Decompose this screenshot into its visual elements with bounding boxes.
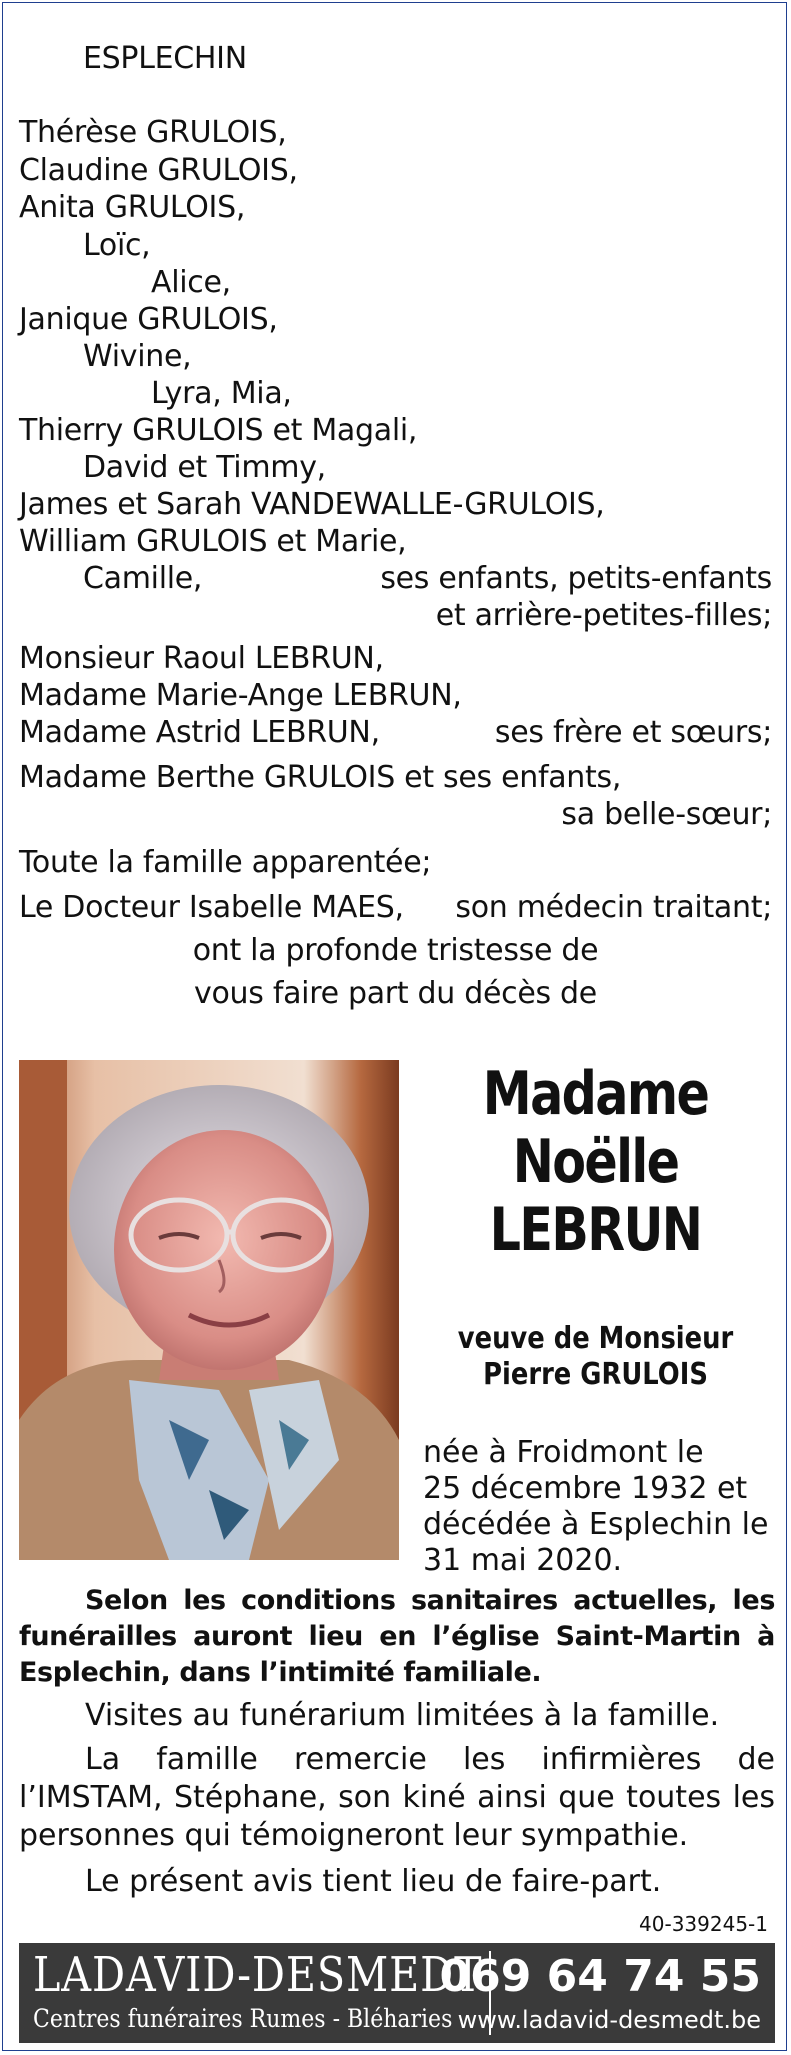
reference-number: 40-339245-1: [639, 1912, 768, 1936]
visits-details: Visites au funérarium limitées à la famille.: [85, 1698, 720, 1733]
family-line: Monsieur Raoul LEBRUN,: [19, 641, 384, 676]
widow-block: [418, 1321, 773, 1393]
obituary-page: [2, 2, 787, 2051]
family-line: James et Sarah VANDEWALLE-GRULOIS,: [19, 487, 605, 522]
family-line: Thierry GRULOIS et Magali,: [19, 413, 418, 448]
funeral-home-phone: 069 64 74 55: [439, 1951, 761, 2002]
relation-label: son médecin traitant;: [455, 890, 772, 925]
family-line: Camille,: [83, 561, 203, 596]
funeral-home-logo: LADAVID-DESMEDT: [33, 1947, 483, 2003]
notice-line: Le présent avis tient lieu de faire-part.: [85, 1864, 662, 1899]
relation-label: sa belle-sœur;: [561, 797, 772, 832]
relation-label: ses frère et sœurs;: [494, 715, 772, 750]
family-line: Claudine GRULOIS,: [19, 153, 298, 188]
announcement-line: ont la profonde tristesse de: [192, 933, 599, 968]
widow-line: veuve de Monsieur: [457, 1321, 734, 1356]
family-line: Madame Berthe GRULOIS et ses enfants,: [19, 760, 622, 795]
family-line: Janique GRULOIS,: [19, 302, 278, 337]
deceased-portrait: [19, 1060, 399, 1560]
deceased-first-name: Noëlle: [512, 1127, 679, 1197]
bio-line: née à Froidmont le: [423, 1435, 704, 1470]
family-line: William GRULOIS et Marie,: [19, 524, 407, 559]
widow-line: Pierre GRULOIS: [483, 1357, 708, 1392]
deceased-name-block: [418, 1060, 773, 1264]
location-heading: ESPLECHIN: [83, 41, 247, 76]
funeral-home-website: www.ladavid-desmedt.be: [457, 2006, 761, 2034]
family-line: Madame Marie-Ange LEBRUN,: [19, 678, 462, 713]
thanks-details: La famille remercie les infirmières de l’IMSTAM, Stéphane, son kiné ainsi que toutes les personnes qui témoigneront leur sympathie.: [19, 1742, 775, 1853]
family-line: David et Timmy,: [83, 450, 326, 485]
portrait-image: [19, 1060, 399, 1560]
bio-line: 31 mai 2020.: [423, 1543, 623, 1578]
funeral-details: Selon les conditions sanitaires actuelles, les funérailles auront lieu en l’église Saint-Martin à Esplechin, dans l’intimité familiale.: [19, 1585, 775, 1688]
family-line: Wivine,: [83, 339, 192, 374]
bio-line: décédée à Esplechin le: [423, 1507, 769, 1542]
family-line: Anita GRULOIS,: [19, 190, 246, 225]
funeral-home-subtitle: Centres funéraires Rumes - Bléharies: [33, 2004, 453, 2033]
deceased-title: Madame: [482, 1059, 709, 1129]
family-line: Le Docteur Isabelle MAES,: [19, 890, 404, 925]
family-line: Lyra, Mia,: [151, 376, 292, 411]
family-line: Loïc,: [83, 228, 151, 263]
relation-label: et arrière-petites-filles;: [435, 598, 772, 633]
announcement-line: vous faire part du décès de: [194, 976, 597, 1011]
relation-label: ses enfants, petits-enfants: [380, 561, 772, 596]
family-line: Toute la famille apparentée;: [19, 845, 432, 880]
family-line: Alice,: [151, 265, 231, 300]
family-line: Madame Astrid LEBRUN,: [19, 715, 380, 750]
bio-line: 25 décembre 1932 et: [423, 1471, 748, 1506]
family-line: Thérèse GRULOIS,: [19, 115, 287, 150]
deceased-last-name: LEBRUN: [489, 1195, 702, 1265]
funeral-home-footer: [19, 1943, 775, 2043]
